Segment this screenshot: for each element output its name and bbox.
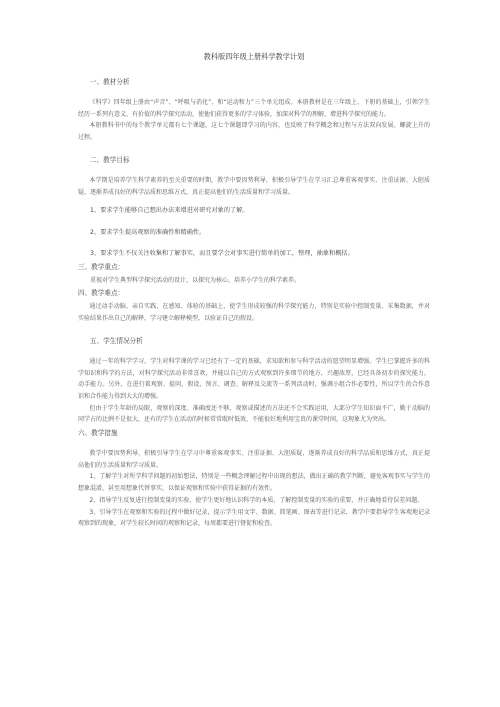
- document-body: [78, 52, 430, 530]
- goal-item: 3、要求学生不仅关注收集和了解事实，而且要学会对事实进行简单的加工，整理，抽象和概括。: [90, 250, 354, 258]
- paragraph: 教学中要因势利导，积极引导学生在学习中尊重客观事实、注重证据、大胆质疑，逐渐养成良好的科学品质和思维方式，真正提高他们的生活质量和学习质量。: [78, 450, 430, 469]
- paragraph: 通过动手动脑、亲自实践，在感知、体验的基础上，使学生形成较强的科学探究能力，特别是实验中控制变量、采集数据，并对实验结果作出自己的解释，学习建立解释模型，以验证自己的假设。: [78, 303, 430, 323]
- measure-item: 1、了解学生对所学科学问题的初始想法，特别是一些概念理解过程中出现的想法，做出正确的教学判断，避免客观事实与学生的想象混淆，甚至用想象代替事实，以保证观察和实验中获得证据的有效性。: [78, 473, 430, 493]
- document-title: 教科版四年级上册科学教学计划: [203, 52, 305, 61]
- section-heading-key-points: 三、教学重点：: [78, 262, 125, 271]
- measure-item: 2、指导学生反复进行控制变量的实验，使学生更好地认识科学的本质，了解控制变量的实验的重要，并正确地看待误差问题。: [89, 496, 424, 504]
- section-heading-teaching-measures: 六、教学措施: [78, 429, 118, 438]
- paragraph: 通过一年的科学学习，学生对科学课的学习已经有了一定的基础，求知欲和参与科学活动的愿望明显增强。学生已掌握许多的科学知识和科学的方法，对科学探究活动非常喜欢，并能以自己的方式观察到许多细节的地方，兴趣浓厚，已经具备初步的探究能力，动手能力。另外，在进行着观察、提问、假设、预言、调查、解释及交流等一系列活动时，强调小组合作必要性，所以学生的合作意识和合作能力得到大大的增强。: [78, 357, 430, 400]
- paragraph: 重视对学生典型科学探究活动的设计，以探究为核心，培养小学生的科学素养。: [90, 276, 301, 284]
- paragraph: 本册教科书中的每个教学单元都有七个课题，这七个课题即学习的内容，也反映了科学概念和过程与方法双向发展、螺旋上升的过程。: [78, 122, 430, 142]
- paragraph: 《科学》四年级上册由“声音”、“呼吸与消化”、和“运动和力”三个单元组成。本册教材是在三年级上、下册的基础上，引领学生经历一系列有意义、有价值的科学探究活动，使他们获得更多的学习体验，加深对科学的理解，增进科学探究的能力。: [78, 99, 430, 118]
- section-heading-textbook-analysis: 一、教材分析: [90, 78, 130, 86]
- goal-item: 1、要求学生能够自己想出办法来增进对研究对象的了解。: [90, 207, 249, 215]
- goal-item: 2、要求学生提高观察的准确性和精确性。: [90, 228, 206, 236]
- section-heading-difficulties: 四、教学难点：: [78, 289, 125, 298]
- paragraph: 但由于学生年龄的局限，观察的深度、准确度还不够，观察或描述的方法还不会实践运用，大部分学生知识面不广，勤于动脑的同学占的比例不是很大，还有的学生在活动的时候常常耽时低效，不能很好地利用宝贵的课堂时间，这现象尤为突出。: [78, 404, 430, 424]
- measure-item: 3、引导学生在观察和实验的过程中做好记录，提示学生用文字、数据、简笔画、图表等进行记录，教学中要指导学生客观地记录观察到的现象，对学生较长时间的观察和记录，每周都要进行督促和检查。: [78, 508, 430, 528]
- section-heading-student-analysis: 五、学生情况分析: [90, 336, 143, 345]
- section-heading-teaching-goals: 二、教学目标: [90, 155, 130, 164]
- paragraph: 本学期是培养学生科学素养的至关重要的时期，教学中要因势利导，积极引导学生在学习汇总尊重客观事实、注重证据、大胆质疑，逐渐养成良好的科学品质和思维方式，真正提高他们的生活质量和学习质量。: [78, 176, 430, 196]
